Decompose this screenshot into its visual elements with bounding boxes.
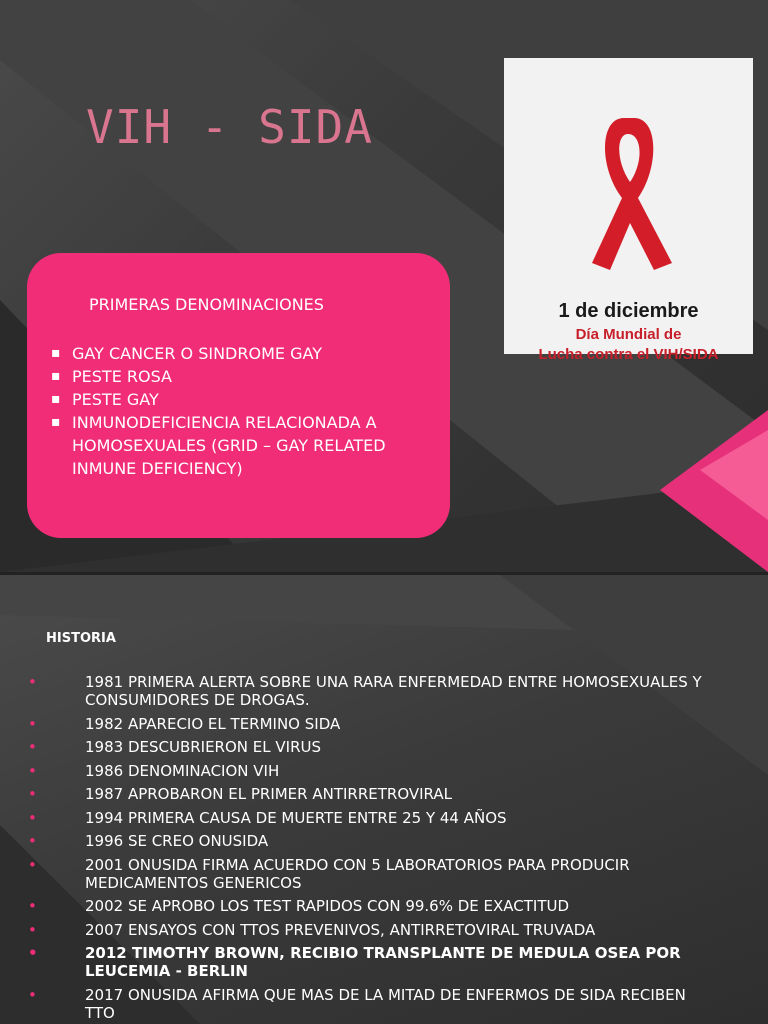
list-item: • 1996 SE CREO ONUSIDA (28, 832, 708, 850)
list-item: • 2002 SE APROBO LOS TEST RAPIDOS CON 99.6% DE EXACTITUD (28, 897, 708, 915)
slide-2 (0, 575, 768, 1024)
list-item: • 2012 TIMOTHY BROWN, RECIBIO TRANSPLANTE DE MEDULA OSEA POR LEUCEMIA - BERLIN (28, 944, 708, 980)
list-item: • 1994 PRIMERA CAUSA DE MUERTE ENTRE 25 Y 44 AÑOS (28, 809, 708, 827)
list-item: • 1987 APROBARON EL PRIMER ANTIRRETROVIRAL (28, 785, 708, 803)
denominations-list (51, 342, 411, 480)
list-item: • 1986 DENOMINACION VIH (28, 762, 708, 780)
red-ribbon-icon (504, 58, 753, 298)
list-item: • 1981 PRIMERA ALERTA SOBRE UNA RARA ENFERMEDAD ENTRE HOMOSEXUALES Y CONSUMIDORES DE DROGAS. (28, 673, 708, 709)
list-item: • 1983 DESCUBRIERON EL VIRUS (28, 738, 708, 756)
list-item: ▪ PESTE ROSA (51, 365, 411, 388)
list-item: ▪ PESTE GAY (51, 388, 411, 411)
poster-line-2: Día Mundial de (575, 326, 682, 343)
list-item: ▪ GAY CANCER O SINDROME GAY (51, 342, 411, 365)
denominations-box (27, 253, 450, 538)
denominations-heading: PRIMERAS DENOMINACIONES (89, 295, 324, 314)
history-list (28, 673, 708, 1024)
list-item: • 2001 ONUSIDA FIRMA ACUERDO CON 5 LABORATORIOS PARA PRODUCIR MEDICAMENTOS GENERICOS (28, 856, 708, 892)
list-item: • 1982 APARECIO EL TERMINO SIDA (28, 715, 708, 733)
world-aids-day-poster (504, 58, 753, 363)
list-item: • 2007 ENSAYOS CON TTOS PREVENIVOS, ANTIRRETOVIRAL TRUVADA (28, 921, 708, 939)
slide-title: VIH - SIDA (86, 100, 373, 154)
history-heading: HISTORIA (46, 631, 116, 646)
list-item: ▪ INMUNODEFICIENCIA RELACIONADA A HOMOSEXUALES (GRID – GAY RELATED INMUNE DEFICIENCY) (51, 411, 411, 480)
poster-line-3: Lucha contra el VIH/SIDA (538, 346, 719, 363)
poster-date: 1 de diciembre (558, 300, 699, 322)
list-item: • 2017 ONUSIDA AFIRMA QUE MAS DE LA MITAD DE ENFERMOS DE SIDA RECIBEN TTO (28, 986, 708, 1022)
